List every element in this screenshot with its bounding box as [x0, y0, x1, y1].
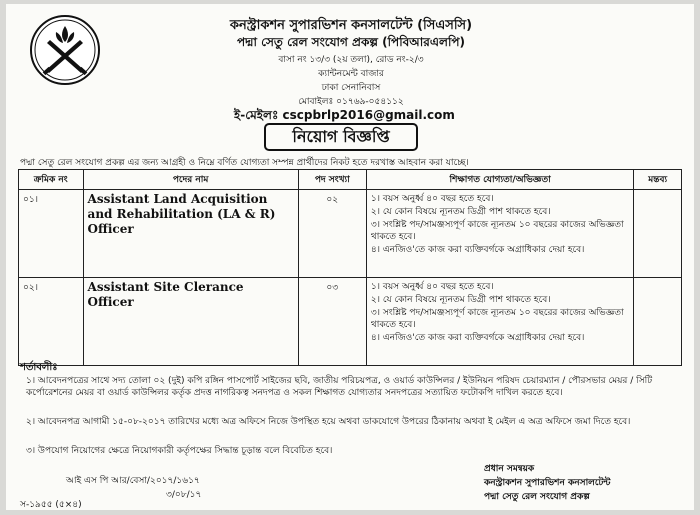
email-address: ই-মেইলঃ cscpbrlp2016@gmail.com [234, 108, 455, 122]
term-item: ১। আবেদনপত্রের সাথে সদ্য তোলা ০২ (দুই) কপি রঙ্গিন পাসপোর্ট সাইজের ছবি, জাতীয় পরিচয়পত্র, ও ওয়ার্ড কাউন্সিলর / ইউনিয়ন পরিষদ চেয়ারম্যান / পৌরসভার মেয়র / সিটি কর্পোরেশনের মেয়র বা ওয়ার্ড কাউন্সিলর কর্তৃক প্রদত্ত নাগরিকত্ব সনদপত্র ও সকল শিক্ষাগত যোগ্যতার সনদপত্রের সত্যায়িত ফটোকপি দাখিল করতে হবে। [26, 376, 653, 398]
signatory-project: পদ্মা সেতু রেল সংযোগ প্রকল্প [484, 492, 590, 502]
term-item: ৩। উপযোগ নিয়োগের ক্ষেত্রে নিয়োগকারী কর্তৃপক্ষের সিদ্ধান্ত চূড়ান্ত বলে বিবেচিত হবে। [26, 446, 333, 456]
header-post: পদের নাম [83, 170, 298, 190]
requirement-item: ২। যে কোন বিষয়ে ন্যূনতম ডিগ্রী পাশ থাকতে হবে। [370, 207, 551, 217]
table-row [19, 190, 682, 278]
row-requirements [366, 278, 633, 366]
row-post: Assistant Land Acquisition and Rehabilitation (LA & R) Officer [83, 190, 298, 278]
row-requirements [366, 190, 633, 278]
notice-page [6, 4, 694, 510]
requirement-item: ৩। সংশ্লিষ্ট পদ/সামঞ্জস্যপূর্ণ কাজে ন্যূনতম ১০ বছরের কাজের অভিজ্ঞতা থাকতে হবে। [370, 220, 624, 242]
address-line-2: ক্যান্টনমেন্ট বাজার [318, 69, 384, 79]
header-requirements: শিক্ষাগত যোগ্যতা/অভিজ্ঞতা [366, 170, 633, 190]
requirement-item: ১। বয়স অনুর্ধ্ব ৪০ বছর হতে হবে। [370, 194, 494, 204]
header-count: পদ সংখ্যা [298, 170, 366, 190]
requirement-item: ৪। এনজিও'তে কাজ করা ব্যক্তিবর্গকে অগ্রাধিকার দেয়া হবে। [370, 333, 585, 343]
requirement-item: ২। যে কোন বিষয়ে ন্যূনতম ডিগ্রী পাশ থাকতে হবে। [370, 295, 551, 305]
address-line-3: ঢাকা সেনানিবাস [321, 83, 381, 93]
signatory-title: প্রধান সমন্বয়ক [484, 464, 535, 474]
row-remarks [634, 278, 682, 366]
table-header-row [19, 170, 682, 190]
row-serial: ০২। [19, 278, 84, 366]
emblem-icon [28, 14, 102, 86]
notice-title: নিয়োগ বিজ্ঞপ্তি [264, 123, 418, 151]
table-row [19, 278, 682, 366]
row-serial: ০১। [19, 190, 84, 278]
intro-text: পদ্মা সেতু রেল সংযোগ প্রকল্প এর জন্য আগ্রহী ও নিম্নে বর্ণিত যোগ্যতা সম্পন্ন প্রার্থীদের নিকট হতে দরখাস্ত আহবান করা যাচ্ছে। [20, 158, 469, 168]
requirement-item: ৪। এনজিও'তে কাজ করা ব্যক্তিবর্গকে অগ্রাধিকার দেয়া হবে। [370, 245, 585, 255]
memo-date: ৩/০৮/১৭ [166, 490, 202, 500]
header-serial: ক্রমিক নং [19, 170, 84, 190]
requirement-item: ১। বয়স অনুর্ধ্ব ৪০ বছর হতে হবে। [370, 282, 494, 292]
requirement-item: ৩। সংশ্লিষ্ট পদ/সামঞ্জস্যপূর্ণ কাজে ন্যূনতম ১০ বছরের কাজের অভিজ্ঞতা থাকতে হবে। [370, 308, 624, 330]
memo-number: আই এস পি আর/বেসা/২০১৭/১৬১৭ [66, 476, 200, 486]
row-post: Assistant Site Clerance Officer [83, 278, 298, 366]
project-name: পদ্মা সেতু রেল সংযোগ প্রকল্প (পিবিআরএলপি) [236, 35, 466, 49]
address-line-1: বাসা নং ১৩/৩ (২য় তলা), রোড নং-২/৩ [278, 55, 424, 65]
org-name: কনস্ট্রাকশন সুপারভিশন কনসালটেন্ট (সিএসসি) [229, 18, 473, 33]
header-remarks: মন্তব্য [634, 170, 682, 190]
row-count: ০২ [298, 190, 366, 278]
vacancy-table [18, 169, 682, 366]
signatory-org: কনস্ট্রাকশন সুপারভিশন কনসালটেন্ট [484, 478, 611, 488]
terms-heading: শর্তাবলীঃ [20, 362, 58, 373]
row-remarks [634, 190, 682, 278]
mobile-number: মোবাইলঃ ০১৭৬৯-০৫৪১১২ [298, 97, 404, 107]
ad-number: স-১৯৫৫ (৫×৪) [20, 500, 82, 510]
row-count: ০৩ [298, 278, 366, 366]
term-item: ২। আবেদনপত্র আগামী ১৫-০৮-২০১৭ তারিখের মধ্যে অত্র অফিসে নিজে উপস্থিত হয়ে অথবা ডাকযোগে উপরের ঠিকানায় অথবা ই মেইল এ অত্র অফিসে জমা দিতে হবে। [26, 417, 631, 427]
